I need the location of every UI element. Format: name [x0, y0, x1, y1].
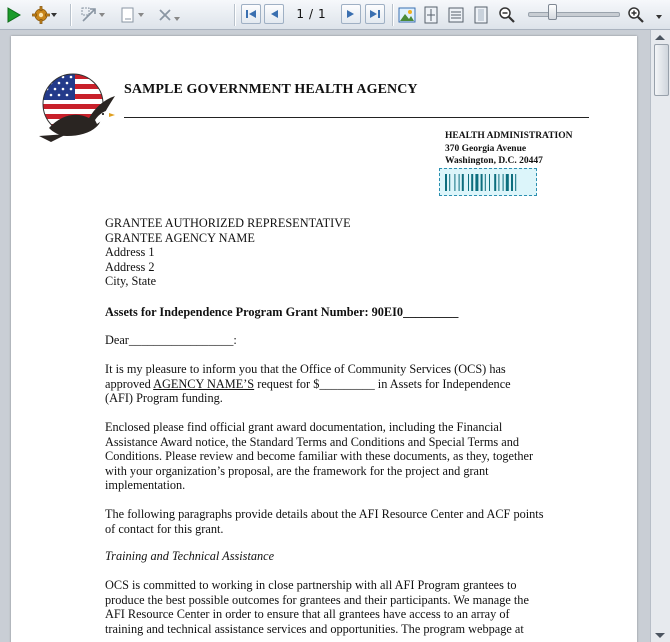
return-address-line: 370 Georgia Avenue	[445, 143, 527, 154]
vertical-scrollbar[interactable]	[650, 30, 670, 642]
zoom-slider-track[interactable]	[528, 12, 620, 17]
fit-width-icon	[447, 6, 465, 24]
gear-icon	[32, 6, 50, 24]
settings-button[interactable]	[28, 3, 62, 26]
paragraph-enclosed	[105, 420, 575, 493]
document-page	[11, 36, 637, 642]
recipient-line: Address 1	[105, 245, 155, 260]
return-address	[445, 130, 573, 168]
scroll-up-arrow-icon[interactable]	[655, 35, 665, 40]
paragraph-line: Conditions. Please review and become familiar with these documents, as they, together	[105, 449, 534, 464]
text-run: approved	[105, 376, 154, 391]
document-viewport[interactable]	[0, 30, 670, 642]
section-heading: Training and Technical Assistance	[105, 549, 275, 563]
toolbar-separator	[70, 4, 72, 26]
paragraph-resource-center	[105, 507, 575, 536]
paragraph-line: with your organization’s proposal, are the framework for the project and grant	[105, 463, 489, 478]
agency-name-placeholder: AGENCY NAME’S	[153, 376, 255, 391]
pointer-tool-icon	[80, 6, 98, 24]
paragraph-line: produce the best possible outcomes for grantees and their participants. We manage the	[105, 592, 529, 607]
zoom-out-icon	[498, 6, 516, 24]
previous-page-icon	[267, 7, 281, 21]
close-document-button[interactable]	[154, 3, 184, 26]
recipient-line: GRANTEE AGENCY NAME	[105, 230, 255, 245]
page-indicator[interactable]	[285, 4, 337, 24]
image-view-button[interactable]	[397, 3, 417, 26]
recipient-line: City, State	[105, 274, 157, 289]
chevron-down-icon	[655, 9, 663, 21]
select-tool-button[interactable]	[76, 3, 110, 26]
previous-page-button[interactable]	[264, 4, 284, 24]
paragraph-intro	[105, 362, 575, 406]
paragraph-line: It is my pleasure to inform you that the Office of Community Services (OCS) has	[105, 362, 506, 376]
agency-title: SAMPLE GOVERNMENT HEALTH AGENCY	[124, 82, 418, 97]
first-page-button[interactable]	[241, 4, 261, 24]
title-divider	[124, 117, 589, 118]
page-icon	[119, 6, 137, 24]
recipient-line: Address 2	[105, 259, 155, 274]
paragraph-line: AFI Resource Center in order to ensure that all grantees have access to an array of	[105, 607, 510, 622]
page-total: 1	[318, 7, 326, 21]
return-address-line: Washington, D.C. 20447	[445, 156, 543, 166]
salutation: Dear_________________:	[105, 333, 237, 347]
chevron-down-icon	[137, 12, 145, 18]
viewer-toolbar	[0, 0, 670, 30]
toolbar-separator	[234, 4, 236, 26]
recipient-block	[105, 216, 351, 289]
text-run: request for $_________ in Assets for Independence	[254, 376, 511, 391]
zoom-slider-thumb[interactable]	[548, 4, 557, 20]
paragraph-line: The following paragraphs provide details about the AFI Resource Center and ACF points	[105, 507, 544, 521]
scroll-down-arrow-icon[interactable]	[655, 633, 665, 638]
chevron-down-icon	[98, 12, 106, 18]
zoom-in-button[interactable]	[626, 3, 646, 26]
first-page-icon	[244, 7, 258, 21]
chevron-down-icon	[173, 8, 181, 22]
last-page-button[interactable]	[365, 4, 385, 24]
single-page-button[interactable]	[471, 3, 491, 26]
paragraph-line	[105, 377, 575, 392]
close-icon	[157, 7, 173, 23]
paragraph-line: OCS is committed to working in close partnership with all AFI Program grantees to	[105, 578, 517, 592]
paragraph-line: of contact for this grant.	[105, 521, 224, 536]
zoom-out-button[interactable]	[497, 3, 517, 26]
zoom-in-icon	[627, 6, 645, 24]
picture-icon	[398, 6, 416, 24]
page-tool-button[interactable]	[114, 3, 150, 26]
page-current: 1	[296, 7, 304, 21]
paragraph-line: training and technical assistance services and opportunities. The program webpage at	[105, 621, 524, 636]
page-separator: /	[308, 7, 314, 21]
run-button[interactable]	[4, 3, 24, 26]
chevron-down-icon	[50, 12, 58, 18]
fit-page-button[interactable]	[421, 3, 441, 26]
paragraph-line: Enclosed please find official grant award documentation, including the Financial	[105, 420, 503, 434]
next-page-button[interactable]	[341, 4, 361, 24]
return-address-line: HEALTH ADMINISTRATION	[445, 131, 573, 141]
barcode-selection[interactable]	[439, 168, 537, 196]
play-icon	[7, 7, 21, 23]
paragraph-training	[105, 578, 575, 636]
last-page-icon	[368, 7, 382, 21]
fit-page-icon	[422, 6, 440, 24]
paragraph-line: Assistance Award notice, the Standard Terms and Conditions and Special Terms and	[105, 434, 520, 449]
fit-width-button[interactable]	[446, 3, 466, 26]
next-page-icon	[344, 7, 358, 21]
paragraph-line: (AFI) Program funding.	[105, 391, 223, 406]
paragraph-line: implementation.	[105, 478, 186, 493]
toolbar-separator	[392, 4, 394, 26]
barcode-icon	[445, 174, 531, 191]
scrollbar-thumb[interactable]	[654, 44, 669, 96]
toolbar-overflow-button[interactable]	[652, 3, 666, 26]
agency-logo-icon	[37, 70, 117, 146]
grant-number-line: Assets for Independence Program Grant Number: 90EI0_________	[105, 305, 459, 319]
recipient-line: GRANTEE AUTHORIZED REPRESENTATIVE	[105, 216, 351, 230]
single-page-icon	[472, 6, 490, 24]
